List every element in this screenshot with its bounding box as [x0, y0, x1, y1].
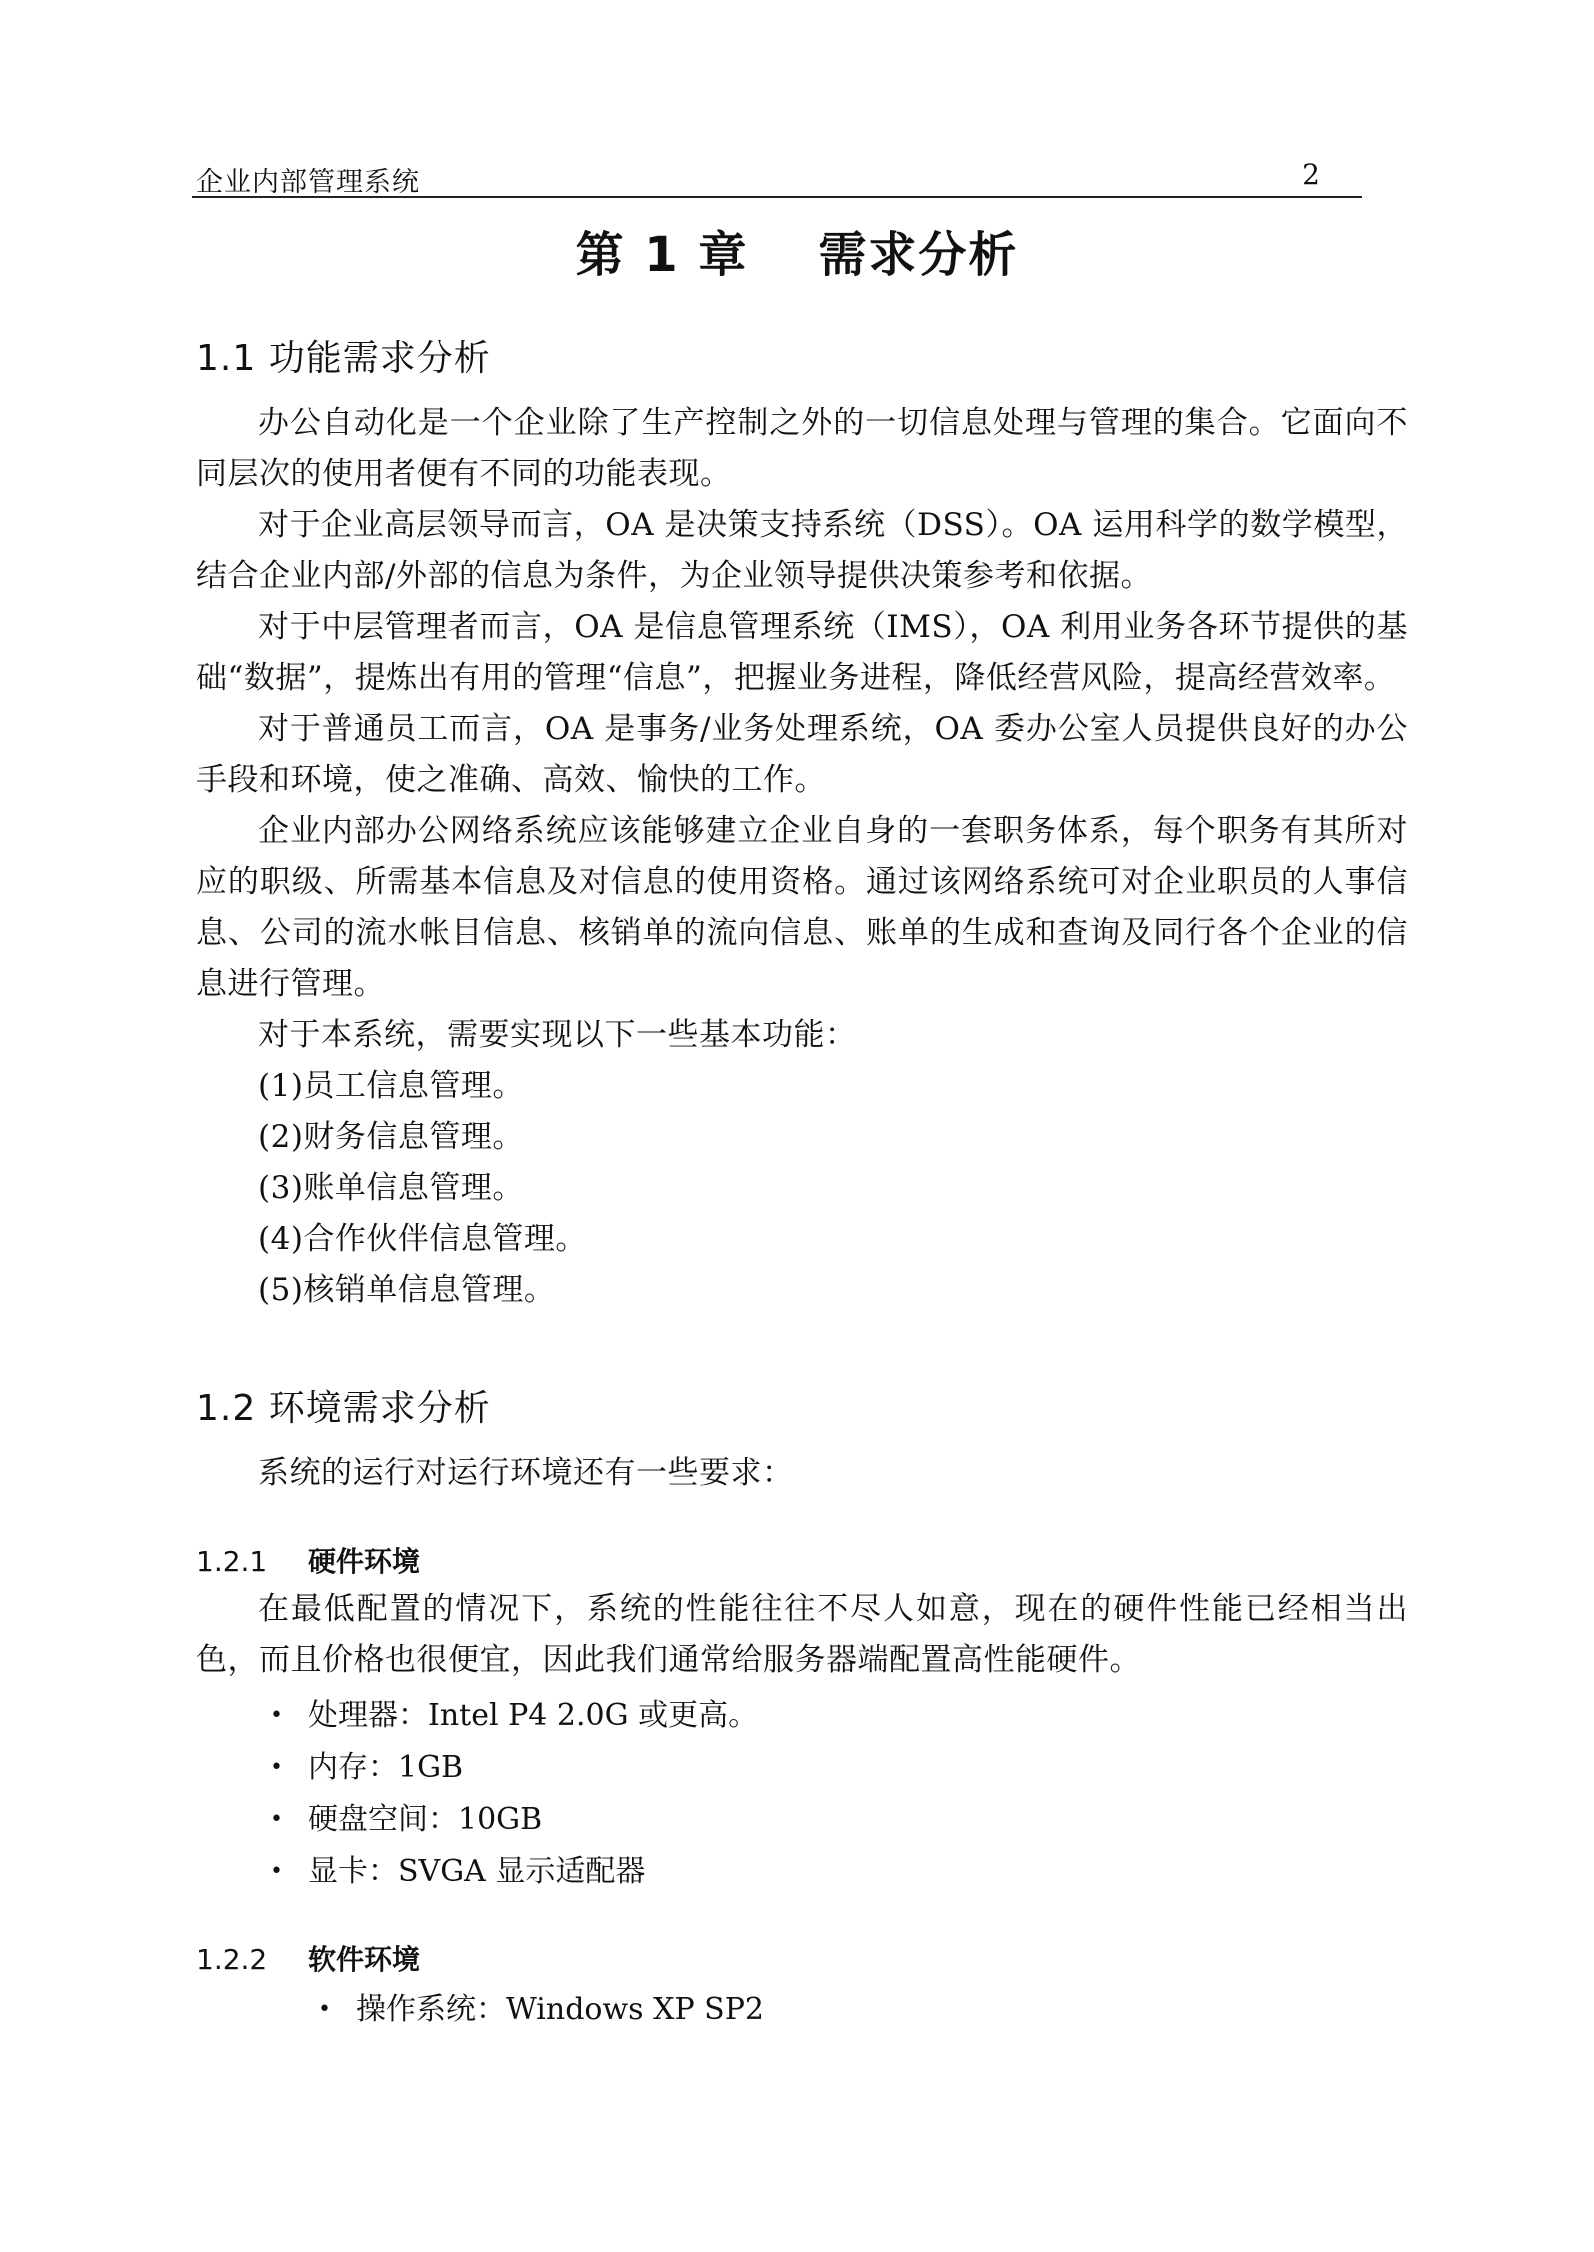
header-title: 企业内部管理系统 [196, 167, 420, 198]
chapter-name: 需求分析 [818, 227, 1019, 283]
bullet-icon: • [270, 1703, 283, 1728]
function-item: (1)员工信息管理。 [258, 1068, 524, 1104]
paragraph-1: 办公自动化是一个企业除了生产控制之外的一切信息处理与管理的集合。它面向不同层次的使用者便有不同的功能表现。 [196, 405, 1408, 492]
hardware-item-text: 显卡：SVGA 显示适配器 [308, 1854, 646, 1889]
hardware-item [270, 1742, 463, 1793]
hardware-item-text: 处理器：Intel P4 2.0G 或更高。 [308, 1698, 759, 1733]
subsection-title: 硬件环境 [308, 1545, 421, 1578]
paragraph-4: 对于普通员工而言，OA 是事务/业务处理系统，OA 委办公室人员提供良好的办公手段和环境，使之准确、高效、愉快的工作。 [196, 711, 1408, 798]
section-heading-1-2: 1.2 环境需求分析 [196, 1388, 491, 1429]
paragraph-5: 企业内部办公网络系统应该能够建立企业自身的一套职务体系，每个职务有其所对应的职级、所需基本信息及对信息的使用资格。通过该网络系统可对企业职员的人事信息、公司的流水帐目信息、核销单的流向信息、账单的生成和查询及同行各个企业的信息进行管理。 [196, 813, 1408, 1002]
subsection-number: 1.2.2 [196, 1943, 268, 1976]
hardware-item-text: 硬盘空间：10GB [308, 1802, 543, 1837]
function-item: (3)账单信息管理。 [258, 1170, 524, 1206]
environment-intro: 系统的运行对运行环境还有一些要求： [258, 1455, 794, 1491]
subsection-title: 软件环境 [308, 1943, 421, 1976]
hardware-item-text: 内存：1GB [308, 1750, 464, 1785]
chapter-number: 第 1 章 [575, 227, 749, 283]
subsection-heading-hardware [196, 1540, 420, 1580]
hardware-item [270, 1690, 758, 1741]
chapter-title [0, 216, 1594, 285]
subsection-heading-software [196, 1938, 420, 1978]
section-heading-1-1: 1.1 功能需求分析 [196, 338, 491, 379]
running-header [192, 156, 1362, 198]
bullet-icon: • [270, 1755, 283, 1780]
bullet-icon: • [270, 1859, 283, 1884]
subsection-number: 1.2.1 [196, 1545, 268, 1578]
hardware-item [270, 1794, 542, 1845]
hardware-paragraph: 在最低配置的情况下，系统的性能往往不尽人如意，现在的硬件性能已经相当出色，而且价格也很便宜，因此我们通常给服务器端配置高性能硬件。 [196, 1591, 1408, 1678]
bullet-icon: • [318, 1997, 331, 2022]
function-item: (2)财务信息管理。 [258, 1119, 524, 1155]
function-item: (4)合作伙伴信息管理。 [258, 1221, 587, 1257]
software-item [318, 1984, 764, 2035]
page-number: 2 [1302, 158, 1320, 191]
functions-intro: 对于本系统，需要实现以下一些基本功能： [258, 1017, 857, 1053]
bullet-icon: • [270, 1807, 283, 1832]
software-item-text: 操作系统：Windows XP SP2 [356, 1992, 765, 2027]
function-item: (5)核销单信息管理。 [258, 1272, 556, 1308]
hardware-item [270, 1846, 645, 1897]
paragraph-2: 对于企业高层领导而言，OA 是决策支持系统（DSS）。OA 运用科学的数学模型，结合企业内部/外部的信息为条件，为企业领导提供决策参考和依据。 [196, 507, 1408, 594]
paragraph-3: 对于中层管理者而言，OA 是信息管理系统（IMS），OA 利用业务各环节提供的基础“数据”，提炼出有用的管理“信息”，把握业务进程，降低经营风险，提高经营效率。 [196, 609, 1408, 696]
